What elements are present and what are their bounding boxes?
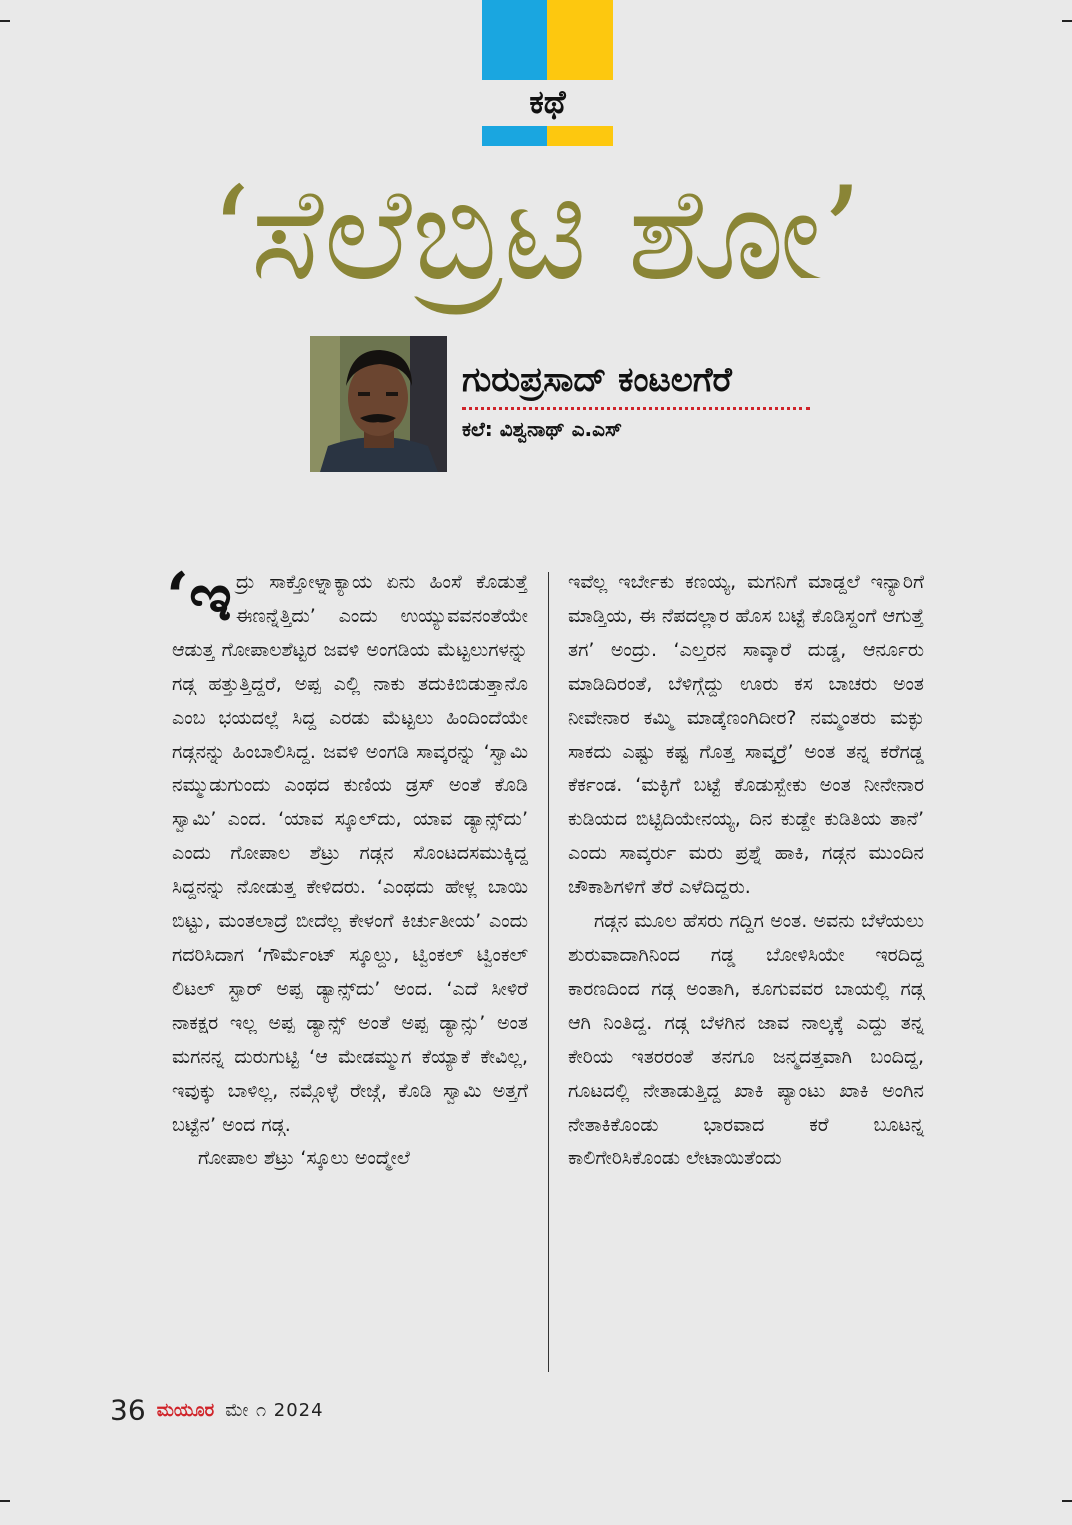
drop-cap: ‘ಇ [166, 558, 232, 636]
badge-blue-block [482, 0, 547, 80]
category-label: ಕಥೆ [529, 83, 566, 121]
article-paragraph: ಗಡ್ಗನ ಮೂಲ ಹೆಸರು ಗದ್ದಿಗ ಅಂತ. ಅವನು ಬೆಳೆಯಲು ಶುರುವಾದಾಗಿನಿಂದ ಗಡ್ಡ ಬೋಳಿಸಿಯೇ ಇರದಿದ್ದ ಕಾರಣದಿಂದ ಗಡ್ಗ ಅಂತಾಗಿ, ಕೂಗುವವರ ಬಾಯಲ್ಲಿ ಗಡ್ಗ ಆಗಿ ನಿಂತಿದ್ದ. ಗಡ್ಗ ಬೆಳಗಿನ ಜಾವ ನಾಲ್ಕಕ್ಕೆ ಎದ್ದು ತನ್ನ ಕೇರಿಯ ಇತರರಂತೆ ತನಗೂ ಜನ್ಮದತ್ತವಾಗಿ ಬಂದಿದ್ದ, ಗೂಟದಲ್ಲಿ ನೇತಾಡುತ್ತಿದ್ದ ಖಾಕಿ ಪ್ಯಾಂಟು ಖಾಕಿ ಅಂಗಿನ ನೇತಾಕಿಕೊಂಡು ಭಾರವಾದ ಕರೆ ಬೂಟನ್ನ ಕಾಲಿಗೇರಿಸಿಕೊಂಡು ಲೇಟಾಯಿತೆಂದು [568, 910, 924, 1170]
paragraph-text: ದ್ರು ಸಾಕ್ತೋಳ್ನಾಕ್ಯಾಯ ಏನು ಹಿಂಸೆ ಕೊಡುತ್ತೆ ಈಣನ್ನೆತ್ತಿದು’ ಎಂದು ಉಯ್ಯುವವನಂತೆಯೇ ಆಡುತ್ತ ಗೋಪಾಲಶೆಟ್ಟರ ಜವಳಿ ಅಂಗಡಿಯ ಮೆಟ್ಟಲುಗಳನ್ನು ಗಡ್ಗ ಹತ್ತುತ್ತಿದ್ದರೆ, ಅಪ್ಪ ಎಲ್ಲಿ ನಾಕು ತದುಕಿಬಿಡುತ್ತಾನೊ ಎಂಬ ಭಯದಲ್ಲೆ ಸಿದ್ದ ಎರಡು ಮೆಟ್ಟಲು ಹಿಂದಿಂದೆಯೇ ಗಡ್ಗನನ್ನು ಹಿಂಬಾಲಿಸಿದ್ದ. ಜವಳಿ ಅಂಗಡಿ ಸಾವ್ಕರನ್ನು ‘ಸ್ವಾಮಿ ನಮ್ಮುಡುಗುಂದು ಎಂಥದ ಕುಣಿಯ ಡ್ರಸ್ ಅಂತೆ ಕೊಡಿ ಸ್ವಾಮಿ’ ಎಂದ. ‘ಯಾವ ಸ್ಕೂಲ್‌ದು, ಯಾವ ಡ್ಯಾನ್ಸ್‌ದು’ ಎಂದು ಗೋಪಾಲ ಶೆಟ್ರು ಗಡ್ಗನ ಸೊಂಟದಸಮುಕ್ಕಿದ್ದ ಸಿದ್ದನನ್ನು ನೋಡುತ್ತ ಕೇಳಿದರು. ‘ಎಂಥದು ಹೇಳ್ಲ ಬಾಯಿ ಬಿಟ್ಟು, ಮಂತಲಾದ್ರೆ ಬೀದೆಲ್ಲ ಕೇಳಂಗೆ ಕಿರ್ಚುತೀಯ’ ಎಂದು ಗದರಿಸಿದಾಗ ‘ಗೌರ್ಮೆಂಟ್ ಸ್ಕೂಲ್ದು, ಟ್ವಿಂಕಲ್ ಟ್ವಿಂಕಲ್ ಲಿಟಲ್ ಸ್ಟಾರ್ ಅಪ್ಪ ಡ್ಯಾನ್ಸ್‌ದು’ ಅಂದ. ‘ಎದೆ ಸೀಳಿರೆ ನಾಕಕ್ಷರ ಇಲ್ಲ ಅಪ್ಪ ಡ್ಯಾನ್ಸ್ ಅಂತೆ ಅಪ್ಪ ಡ್ಯಾನ್ಸು’ ಅಂತ ಮಗನನ್ನ ದುರುಗುಟ್ಟಿ ‘ಆ ಮೇಡಮ್ಮುಗ ಕೆಯ್ಯಾಕೆ ಕೇವಿಲ್ಲ, ಇವುಕ್ಕು ಬಾಳಿಲ್ಲ, ನಮ್ಗೊಳ್ಳೆ ರೇಜ್ಗೆ, ಕೊಡಿ ಸ್ವಾಮಿ ಅತ್ತಗೆ ಬಟ್ಟೆನ’ ಅಂದ ಗಡ್ಗ. [172, 571, 528, 1136]
article-paragraph [166, 558, 528, 1142]
article-paragraph: ಇವೆಲ್ಲ ಇರ್ಬೇಕು ಕಣಯ್ಯ, ಮಗನಿಗೆ ಮಾಡ್ದಲೆ ಇನ್ಯಾರಿಗೆ ಮಾಡ್ತಿಯ, ಈ ನೆಪದಲ್ಲಾರ ಹೊಸ ಬಟ್ಟೆ ಕೊಡಿಸ್ದಂಗೆ ಆಗುತ್ತೆ ತಗ’ ಅಂದ್ರು. ‘ಎಲ್ತರನ ಸಾವ್ಕಾರೆ ದುಡ್ಡ, ಆರ್ನೂರು ಮಾಡಿದಿರಂತೆ, ಬೆಳಿಗ್ಗೆದ್ದು ಊರು ಕಸ ಬಾಚರು ಅಂತ ನೀವೇನಾರ ಕಮ್ಮಿ ಮಾಡ್ಕೆಣಂಗಿದೀರ? ನಮ್ಮಂತರು ಮಕ್ಳು ಸಾಕದು ಎಷ್ಟು ಕಷ್ಟ ಗೊತ್ತ ಸಾವ್ಕರ್ರೆ’ ಅಂತ ತನ್ನ ಕರೆಗಡ್ಡ ಕೆರ್ಕಂಡ. ‘ಮಕ್ಳಿಗೆ ಬಟ್ಟೆ ಕೊಡುಸ್ಬೇಕು ಅಂತ ನೀನೇನಾರ ಕುಡಿಯದ ಬಿಟ್ಟಿದಿಯೇನಯ್ಯ, ದಿನ ಕುಡ್ದೇ ಕುಡಿತಿಯ ತಾನೆ’ ಎಂದು ಸಾವ್ಕರ್ರು ಮರು ಪ್ರಶ್ನೆ ಹಾಕಿ, ಗಡ್ಗನ ಮುಂದಿನ ಚೌಕಾಶಿಗಳಿಗೆ ತೆರೆ ಎಳೆದಿದ್ದರು. [568, 571, 924, 899]
article-column-left [166, 558, 528, 1176]
badge-yellow-strip [547, 126, 613, 146]
page-number: 36 [110, 1393, 146, 1427]
issue-date: ಮೇ ೧ 2024 [225, 1399, 324, 1421]
crop-mark [1062, 20, 1072, 22]
author-dotted-rule [462, 407, 810, 410]
crop-mark [1062, 1500, 1072, 1502]
category-badge-bottom [482, 126, 613, 146]
crop-mark [0, 20, 10, 22]
crop-mark [0, 1500, 10, 1502]
author-name: ಗುರುಪ್ರಸಾದ್ ಕಂಟಲಗೆರೆ [462, 360, 732, 400]
category-badge-top [482, 0, 613, 80]
illustrator-credit: ಕಲೆ: ವಿಶ್ವನಾಥ್ ಎ.ಎಸ್ [462, 417, 623, 441]
page-footer [110, 1392, 324, 1429]
column-divider [548, 572, 549, 1372]
magazine-logo: ಮಯೂರ [156, 1399, 215, 1421]
author-photo-illustration [310, 336, 447, 472]
badge-blue-strip [482, 126, 547, 146]
story-title: ‘ಸೆಲೆಬ್ರಿಟಿ ಶೋ’ [209, 160, 863, 309]
article-paragraph: ಗೋಪಾಲ ಶೆಟ್ರು ‘ಸ್ಕೂಲು ಅಂದ್ಮೇಲೆ [198, 1147, 410, 1170]
author-photo [310, 336, 447, 472]
article-column-right [568, 566, 924, 1176]
badge-yellow-block [547, 0, 613, 80]
